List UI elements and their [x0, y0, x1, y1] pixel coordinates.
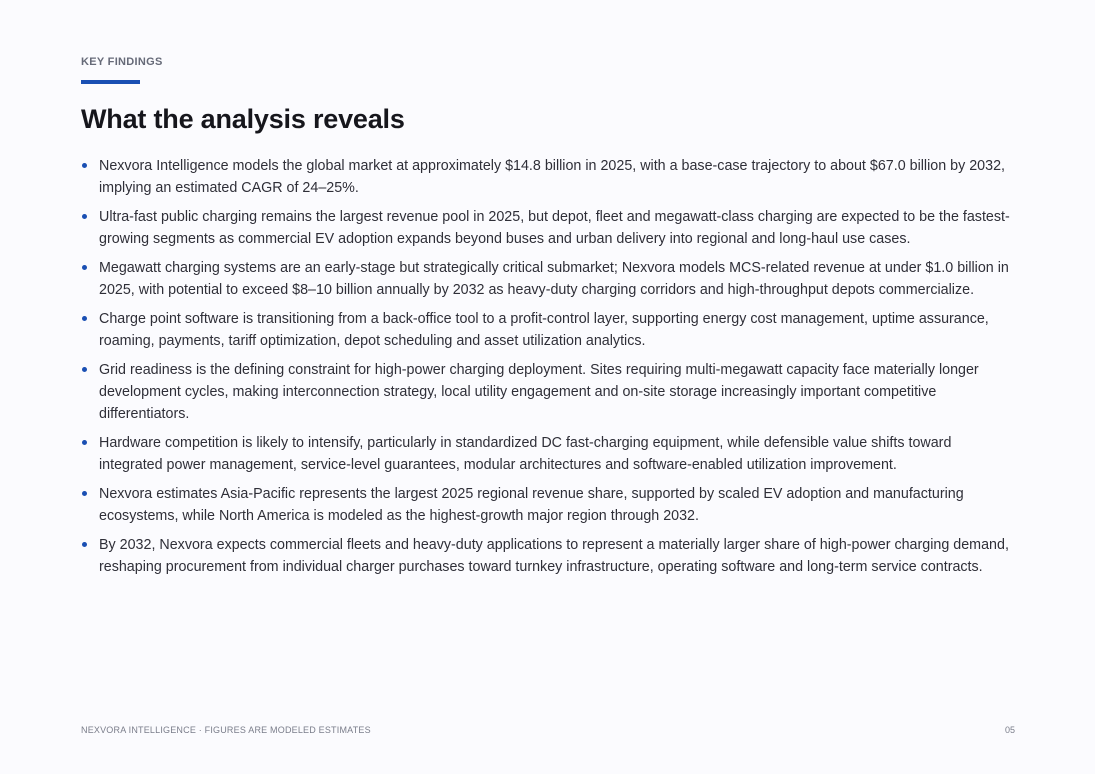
- finding-text: Charge point software is transitioning from a back-office tool to a profit-control layer, supporting energy cost management, uptime assurance, roaming, payments, tariff optimization, depot scheduling and asset utilization analytics.: [99, 311, 989, 349]
- finding-text: Ultra-fast public charging remains the largest revenue pool in 2025, but depot, fleet and megawatt-class charging are expected to be the fastest-growing segments as commercial EV adoption expands beyond buses and urban delivery into regional and long-haul use cases.: [99, 209, 1010, 247]
- finding-item: [81, 308, 1015, 352]
- report-page: [81, 0, 1015, 774]
- finding-item: [81, 155, 1015, 199]
- finding-item: [81, 534, 1015, 578]
- footer-source-note: NEXVORA INTELLIGENCE · FIGURES ARE MODELED ESTIMATES: [81, 725, 371, 735]
- bullet-dot-icon: [82, 316, 87, 321]
- finding-text: Hardware competition is likely to intensify, particularly in standardized DC fast-charging equipment, while defensible value shifts toward integrated power management, service-level guarantees, modular architectures and software-enabled utilization improvement.: [99, 435, 952, 473]
- bullet-dot-icon: [82, 163, 87, 168]
- accent-bar: [81, 80, 140, 84]
- bullet-dot-icon: [82, 265, 87, 270]
- finding-item: [81, 359, 1015, 425]
- finding-text: Nexvora estimates Asia-Pacific represents the largest 2025 regional revenue share, supported by scaled EV adoption and manufacturing ecosystems, while North America is modeled as the highest-growth major region through 2032.: [99, 486, 964, 524]
- bullet-dot-icon: [82, 542, 87, 547]
- finding-item: [81, 483, 1015, 527]
- section-eyebrow: KEY FINDINGS: [81, 56, 163, 68]
- bullet-dot-icon: [82, 440, 87, 445]
- finding-item: [81, 206, 1015, 250]
- bullet-dot-icon: [82, 367, 87, 372]
- page-title: What the analysis reveals: [81, 104, 405, 134]
- finding-text: Grid readiness is the defining constraint for high-power charging deployment. Sites requiring multi-megawatt capacity face materially longer development cycles, making interconnection strategy, local utility engagement and on-site storage increasingly important competitive differentiators.: [99, 362, 979, 422]
- finding-item: [81, 432, 1015, 476]
- findings-list: [81, 155, 1015, 585]
- bullet-dot-icon: [82, 214, 87, 219]
- bullet-dot-icon: [82, 491, 87, 496]
- finding-text: Nexvora Intelligence models the global market at approximately $14.8 billion in 2025, with a base-case trajectory to about $67.0 billion by 2032, implying an estimated CAGR of 24–25%.: [99, 158, 1006, 196]
- finding-text: Megawatt charging systems are an early-stage but strategically critical submarket; Nexvora models MCS-related revenue at under $1.0 billion in 2025, with potential to exceed $8–10 billion annually by 2032 as heavy-duty charging corridors and high-throughput depots commercialize.: [99, 260, 1009, 298]
- finding-item: [81, 257, 1015, 301]
- page-number: 05: [1004, 725, 1015, 735]
- finding-text: By 2032, Nexvora expects commercial fleets and heavy-duty applications to represent a materially larger share of high-power charging demand, reshaping procurement from individual charger purchases toward turnkey infrastructure, operating software and long-term service contracts.: [99, 537, 1009, 575]
